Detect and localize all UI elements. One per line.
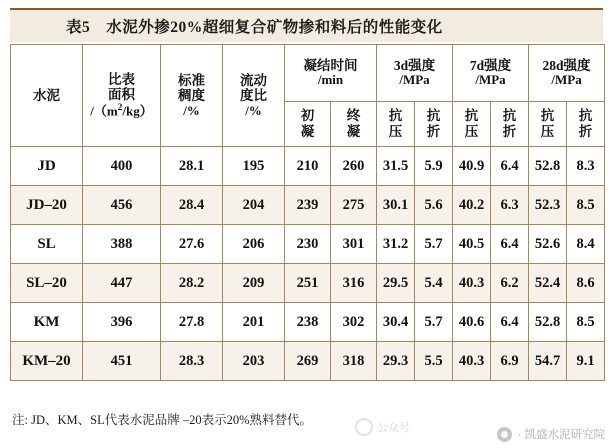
cell-cement: JD (11, 147, 83, 186)
cell-7d-compressive: 40.3 (453, 264, 491, 303)
table-row (11, 342, 605, 381)
cell-cement: SL (11, 225, 83, 264)
cell-flow-ratio: 206 (223, 225, 285, 264)
cell-28d-flexural: 8.6 (567, 264, 605, 303)
cell-initial-set: 210 (285, 147, 331, 186)
cell-flow-ratio: 203 (223, 342, 285, 381)
header-flow-ratio-unit: /% (245, 102, 262, 118)
cell-consistency: 28.1 (161, 147, 223, 186)
header-consistency (161, 45, 223, 147)
cell-cement: KM–20 (11, 342, 83, 381)
watermark-right-label: · 凯盛水泥研究院 (517, 429, 605, 441)
header-strength-28d-unit: /MPa (551, 72, 582, 88)
cell-3d-flexural: 5.6 (415, 186, 453, 225)
cell-initial-set: 239 (285, 186, 331, 225)
header-strength-3d-unit: /MPa (399, 72, 430, 88)
cell-surface-area: 447 (83, 264, 161, 303)
header-strength-7d-label: 7d强度 (469, 57, 512, 73)
cell-consistency: 28.3 (161, 342, 223, 381)
table-row (11, 186, 605, 225)
cell-surface-area: 396 (83, 303, 161, 342)
table-header-row-1 (11, 45, 605, 102)
header-strength-7d-unit: /MPa (475, 72, 506, 88)
table-note: 注: JD、KM、SL代表水泥品牌 –20表示20%熟料替代。 (12, 413, 313, 427)
cell-final-set: 302 (331, 303, 377, 342)
cell-final-set: 275 (331, 186, 377, 225)
cell-flow-ratio: 204 (223, 186, 285, 225)
cell-consistency: 28.4 (161, 186, 223, 225)
header-final-set: 终 凝 (331, 102, 377, 147)
brand-logo-icon (497, 427, 512, 442)
cell-final-set: 260 (331, 147, 377, 186)
cell-7d-flexural: 6.4 (491, 147, 529, 186)
watermark-center-label: 公众号 (377, 422, 410, 434)
cell-flow-ratio: 195 (223, 147, 285, 186)
watermark-right (497, 426, 605, 442)
cell-3d-compressive: 30.1 (377, 186, 415, 225)
cell-3d-compressive: 31.5 (377, 147, 415, 186)
cell-flow-ratio: 209 (223, 264, 285, 303)
cell-surface-area: 451 (83, 342, 161, 381)
watermark-center (355, 418, 410, 436)
cell-28d-compressive: 52.6 (529, 225, 567, 264)
cell-3d-compressive: 31.2 (377, 225, 415, 264)
performance-table (10, 44, 605, 381)
header-strength-3d (377, 45, 453, 102)
cell-28d-flexural: 8.3 (567, 147, 605, 186)
cell-28d-flexural: 9.1 (567, 342, 605, 381)
cell-initial-set: 251 (285, 264, 331, 303)
cell-cement: KM (11, 303, 83, 342)
cell-cement: SL–20 (11, 264, 83, 303)
cell-surface-area: 388 (83, 225, 161, 264)
cell-3d-flexural: 5.7 (415, 225, 453, 264)
table-body (11, 147, 605, 381)
cell-final-set: 316 (331, 264, 377, 303)
cell-28d-compressive: 54.7 (529, 342, 567, 381)
header-surface-area (83, 45, 161, 147)
cell-28d-flexural: 8.5 (567, 303, 605, 342)
cell-surface-area: 400 (83, 147, 161, 186)
cell-consistency: 28.2 (161, 264, 223, 303)
cell-initial-set: 238 (285, 303, 331, 342)
header-strength-3d-label: 3d强度 (393, 57, 436, 73)
table-row (11, 225, 605, 264)
cell-3d-flexural: 5.4 (415, 264, 453, 303)
header-flow-ratio (223, 45, 285, 147)
header-setting-time-unit: /min (317, 72, 344, 88)
table-row (11, 303, 605, 342)
header-strength-7d (453, 45, 529, 102)
cell-28d-flexural: 8.5 (567, 186, 605, 225)
header-cement (11, 45, 83, 147)
cell-surface-area: 456 (83, 186, 161, 225)
cell-consistency: 27.6 (161, 225, 223, 264)
table-row (11, 264, 605, 303)
cell-7d-compressive: 40.5 (453, 225, 491, 264)
cell-3d-flexural: 5.5 (415, 342, 453, 381)
cell-7d-flexural: 6.3 (491, 186, 529, 225)
cell-3d-compressive: 30.4 (377, 303, 415, 342)
header-consistency-label: 标准 稠度 (178, 72, 205, 104)
header-initial-set: 初 凝 (285, 102, 331, 147)
header-flow-ratio-label: 流动 度比 (240, 72, 267, 104)
cell-28d-compressive: 52.8 (529, 147, 567, 186)
header-28d-flexural: 抗 折 (567, 102, 605, 147)
table-title-bar (10, 8, 603, 42)
cell-28d-flexural: 8.4 (567, 225, 605, 264)
cell-final-set: 301 (331, 225, 377, 264)
cell-7d-compressive: 40.3 (453, 342, 491, 381)
header-setting-time-label: 凝结时间 (303, 57, 358, 73)
cell-7d-flexural: 6.4 (491, 225, 529, 264)
page-title: 表5 水泥外掺20%超细复合矿物掺和料后的性能变化 (66, 19, 443, 36)
cell-consistency: 27.8 (161, 303, 223, 342)
cell-28d-compressive: 52.3 (529, 186, 567, 225)
header-strength-28d-label: 28d强度 (542, 57, 591, 73)
header-surface-area-label: 比表 面积 (108, 71, 135, 103)
cell-7d-flexural: 6.4 (491, 303, 529, 342)
cell-initial-set: 230 (285, 225, 331, 264)
cell-final-set: 318 (331, 342, 377, 381)
cell-28d-compressive: 52.4 (529, 264, 567, 303)
header-cement-label: 水泥 (33, 87, 60, 103)
header-strength-28d (529, 45, 605, 102)
header-consistency-unit: /% (183, 102, 200, 118)
header-28d-compressive: 抗 压 (529, 102, 567, 147)
header-surface-area-unit: $/(m^2/kg)$ (90, 102, 153, 119)
cell-28d-compressive: 52.8 (529, 303, 567, 342)
cell-3d-flexural: 5.7 (415, 303, 453, 342)
cell-3d-flexural: 5.9 (415, 147, 453, 186)
header-7d-compressive: 抗 压 (453, 102, 491, 147)
cell-7d-flexural: 6.2 (491, 264, 529, 303)
header-7d-flexural: 抗 折 (491, 102, 529, 147)
cell-3d-compressive: 29.3 (377, 342, 415, 381)
cell-initial-set: 269 (285, 342, 331, 381)
cell-3d-compressive: 29.5 (377, 264, 415, 303)
cell-cement: JD–20 (11, 186, 83, 225)
header-setting-time (285, 45, 377, 102)
header-3d-flexural: 抗 折 (415, 102, 453, 147)
cell-7d-compressive: 40.2 (453, 186, 491, 225)
watermark-ring-icon (355, 418, 373, 436)
cell-7d-compressive: 40.9 (453, 147, 491, 186)
header-3d-compressive: 抗 压 (377, 102, 415, 147)
cell-flow-ratio: 201 (223, 303, 285, 342)
table-row (11, 147, 605, 186)
cell-7d-compressive: 40.6 (453, 303, 491, 342)
cell-7d-flexural: 6.9 (491, 342, 529, 381)
